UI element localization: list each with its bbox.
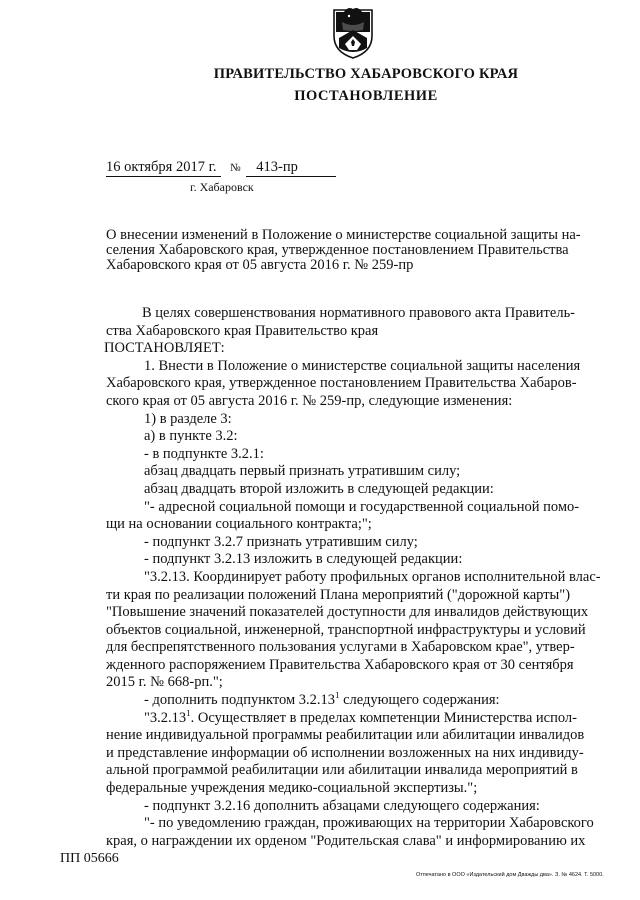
body-line: - подпункт 3.2.7 признать утратившим силу; xyxy=(144,533,418,550)
body-line: абзац двадцать первый признать утратившим силу; xyxy=(144,463,461,480)
body-line: 2015 г. № 668-рп."; xyxy=(106,674,223,691)
body-line: 1) в разделе 3: xyxy=(144,410,232,427)
body-line xyxy=(106,692,626,710)
body-line: абзац двадцать второй изложить в следующей редакции: xyxy=(144,480,494,497)
superscript: 1 xyxy=(186,709,191,718)
body-line-part: - дополнить подпунктом 3.2.13 xyxy=(144,692,335,709)
body-line: "Повышение значений показателей доступности для инвалидов действующих xyxy=(106,604,589,621)
body-line: ского края от 05 августа 2016 г. № 259-пр, следующие изменения: xyxy=(106,392,513,409)
body-line: жденного распоряжением Правительства Хабаровского края от 30 сентября xyxy=(106,656,574,673)
body-line: - в подпункте 3.2.1: xyxy=(144,445,264,462)
subject-line: О внесении изменений в Положение о министерстве социальной защиты на- xyxy=(106,227,581,243)
org-title: ПРАВИТЕЛЬСТВО ХАБАРОВСКОГО КРАЯ xyxy=(213,66,519,82)
printing-imprint: Отпечатано в ООО «Издательский дом Дважды два». З. № 4624. Т. 5000. xyxy=(416,872,604,878)
date-number-line xyxy=(106,159,336,177)
body-line-part: . Осуществляет в пределах компетенции Министерства испол- xyxy=(190,709,577,726)
body-line: для беспрепятственного пользования услугами в Хабаровском крае", утвер- xyxy=(106,639,575,656)
body-line: нение индивидуальной программы реабилитации или абилитации инвалидов xyxy=(106,727,585,744)
body-line: "- адресной социальной помощи и государственной социальной помо- xyxy=(144,498,580,515)
body-line: 1. Внести в Положение о министерстве социальной защиты населения xyxy=(144,357,581,374)
body-line: объектов социальной, инженерной, транспортной инфраструктуры и условий xyxy=(106,621,586,638)
body-line: Хабаровского края, утвержденное постановлением Правительства Хабаров- xyxy=(106,375,577,392)
body-line: "- по уведомлению граждан, проживающих на территории Хабаровского xyxy=(144,815,594,832)
body-line xyxy=(106,710,626,728)
subject-line: селения Хабаровского края, утвержденное постановлением Правительства xyxy=(106,242,569,258)
body-line: а) в пункте 3.2: xyxy=(144,428,238,445)
subject-line: Хабаровского края от 05 августа 2016 г. № 259-пр xyxy=(106,257,414,273)
number-sign: № xyxy=(230,162,241,174)
body-line: края, о награждении их орденом "Родительская слава" и информированию их xyxy=(106,832,586,849)
body-line: альной программой реабилитации или абилитации инвалида мероприятий в xyxy=(106,762,578,779)
body-line: ства Хабаровского края Правительство края xyxy=(106,322,379,339)
body-line-part: "3.2.13 xyxy=(144,709,187,726)
doc-type-title: ПОСТАНОВЛЕНИЕ xyxy=(294,88,438,104)
body-line: щи на основании социального контракта;"; xyxy=(106,516,372,533)
document-number: 413-пр xyxy=(246,159,336,177)
superscript: 1 xyxy=(335,692,340,701)
document-body xyxy=(106,305,626,850)
body-line: - подпункт 3.2.16 дополнить абзацами следующего содержания: xyxy=(144,797,540,814)
document-subject xyxy=(106,228,626,273)
city-label: г. Хабаровск xyxy=(190,180,254,194)
body-line: - подпункт 3.2.13 изложить в следующей редакции: xyxy=(144,551,463,568)
body-line: В целях совершенствования нормативного правового акта Правитель- xyxy=(142,305,576,321)
body-line-part: следующего содержания: xyxy=(339,692,500,709)
body-line: и представление информации об исполнении возложенных на них индивиду- xyxy=(106,744,584,761)
khabarovsk-coat-of-arms-icon xyxy=(330,6,376,60)
body-line: федеральные учреждения медико-социальной экспертизы."; xyxy=(106,780,478,797)
document-date: 16 октября 2017 г. xyxy=(106,159,221,177)
body-line: "3.2.13. Координирует работу профильных органов исполнительной влас- xyxy=(144,568,601,585)
document-code: ПП 05666 xyxy=(60,851,119,866)
resolves-heading: ПОСТАНОВЛЯЕТ: xyxy=(104,340,225,357)
body-line: ти края по реализации положений Плана мероприятий ("дорожной карты") xyxy=(106,586,571,603)
